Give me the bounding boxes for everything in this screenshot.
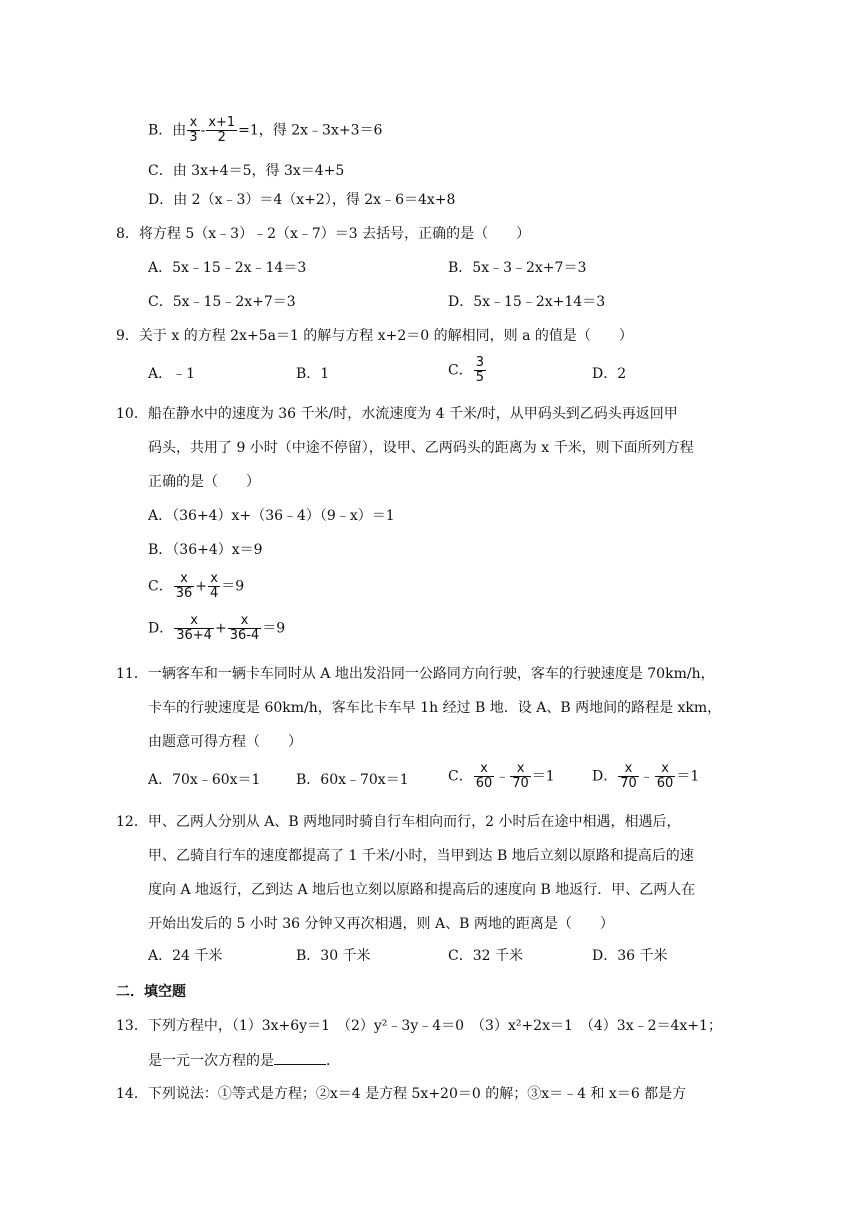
q10-option-d-fraction-1: $\frac{x}{36+4}$ <box>176 613 212 643</box>
q12-option-c: C．32 千米 <box>448 948 523 964</box>
q7-option-d: D．由 2（x﹣3）＝4（x+2），得 2x﹣6＝4x+8 <box>148 192 456 208</box>
q8-stem: 8．将方程 5（x﹣3）﹣2（x﹣7）＝3 去括号，正确的是（ ） <box>116 226 531 242</box>
q11-option-c-fraction-1: $\frac{x}{60}$ <box>475 761 493 791</box>
q8-option-a: A．5x﹣15﹣2x﹣14＝3 <box>148 260 307 276</box>
q10-option-a: A．（36+4）x+（36﹣4）（9﹣x）＝1 <box>148 508 395 524</box>
q10-stem-line-2: 码头，共用了 9 小时（中途不停留），设甲、乙两码头的距离为 x 千米，则下面所列方程 <box>148 440 694 456</box>
q8-option-b: B．5x﹣3﹣2x+7＝3 <box>448 260 587 276</box>
q7-option-b-suffix: =1，得 2x﹣3x+3＝6 <box>238 122 383 139</box>
q11-stem-line-3: 由题意可得方程（ ） <box>148 734 302 750</box>
q10-stem-line-1: 10．船在静水中的速度为 36 千米/时，水流速度为 4 千米/时，从甲码头到乙码头再返回甲 <box>116 406 678 422</box>
q10-option-b: B．（36+4）x＝9 <box>148 542 263 558</box>
q11-stem-line-1: 11．一辆客车和一辆卡车同时从 A 地出发沿同一公路同方向行驶，客车的行驶速度是 70km/h， <box>116 666 715 682</box>
q7-option-b-minus: - <box>200 122 206 139</box>
q7-option-c: C．由 3x+4＝5，得 3x＝4+5 <box>148 163 345 179</box>
q10-option-d-fraction-2: $\frac{x}{36-4}$ <box>229 613 260 643</box>
q12-stem-line-2: 甲、乙骑自行车的速度都提高了 1 千米/小时，当甲到达 B 地后立刻以原路和提高后的速 <box>148 848 694 864</box>
q9-option-c: C． $\frac{3}{5}$ <box>448 355 484 385</box>
q12-stem-line-3: 度向 A 地返行，乙到达 A 地后也立刻以原路和提高后的速度向 B 地返行．甲、乙两人在 <box>148 882 696 898</box>
q12-option-d: D．36 千米 <box>592 948 668 964</box>
q11-option-d-fraction-1: $\frac{x}{70}$ <box>620 761 637 791</box>
q10-option-d: D． $\frac{x}{36+4}$ + $\frac{x}{36-4}$ ＝9 <box>148 613 286 643</box>
q7-option-b-fraction-2: $\frac{x+1}{2}$ <box>208 115 236 145</box>
q7-option-b <box>148 116 382 145</box>
q10-stem-line-3: 正确的是（ ） <box>148 474 260 490</box>
q8-option-d: D．5x﹣15﹣2x+14＝3 <box>448 294 606 310</box>
q13-answer-blank[interactable] <box>274 1050 326 1065</box>
q12-stem-line-1: 12．甲、乙两人分别从 A、B 两地同时骑自行车相向而行，2 小时后在途中相遇，相遇后， <box>116 814 681 830</box>
q14-stem-line-1: 14．下列说法：①等式是方程；②x＝4 是方程 5x+20＝0 的解；③x＝﹣4 和 x＝6 都是方 <box>116 1086 687 1102</box>
q11-option-d: D． $\frac{x}{70}$ ﹣ $\frac{x}{60}$ ＝1 <box>592 761 700 791</box>
q12-option-b: B．30 千米 <box>296 948 371 964</box>
q11-stem-line-2: 卡车的行驶速度是 60km/h，客车比卡车早 1h 经过 B 地．设 A、B 两地间的路程是 xkm， <box>148 700 722 716</box>
q9-option-a: A．﹣1 <box>148 366 196 382</box>
q12-stem-line-4: 开始出发后的 5 小时 36 分钟又再次相遇，则 A、B 两地的距离是（ ） <box>148 916 614 932</box>
q11-option-c-fraction-2: $\frac{x}{70}$ <box>512 761 529 791</box>
q9-option-c-fraction: $\frac{3}{5}$ <box>475 355 484 385</box>
q10-option-c: C． $\frac{x}{36}$ + $\frac{x}{4}$ ＝9 <box>148 571 245 601</box>
q11-option-d-fraction-2: $\frac{x}{60}$ <box>656 761 674 791</box>
q12-option-a: A．24 千米 <box>148 948 223 964</box>
q9-stem: 9．关于 x 的方程 2x+5a＝1 的解与方程 x+2＝0 的解相同，则 a 的值是（ ） <box>116 328 633 344</box>
q13-stem-line-1: 13．下列方程中，（1）3x+6y＝1 （2）y²﹣3y﹣4＝0 （3）x²+2x＝1 （4）3x﹣2＝4x+1； <box>116 1018 722 1034</box>
q11-option-c: C． $\frac{x}{60}$ ﹣ $\frac{x}{70}$ ＝1 <box>448 761 555 791</box>
q8-option-c: C．5x﹣15﹣2x+7＝3 <box>148 294 296 310</box>
q10-option-c-fraction-1: $\frac{x}{36}$ <box>175 571 193 601</box>
q9-option-b: B．1 <box>296 366 330 382</box>
q7-option-b-prefix: B．由 <box>148 122 187 139</box>
q10-option-c-fraction-2: $\frac{x}{4}$ <box>210 571 219 601</box>
q7-option-b-fraction-1: $\frac{x}{3}$ <box>189 115 198 145</box>
q11-option-a: A．70x﹣60x＝1 <box>148 772 261 788</box>
q9-option-d: D．2 <box>592 366 627 382</box>
q13-stem-line-2: 是一元一次方程的是 ． <box>148 1050 340 1071</box>
section-heading-fill-in: 二．填空题 <box>116 984 186 1000</box>
q11-option-b: B．60x﹣70x＝1 <box>296 772 409 788</box>
